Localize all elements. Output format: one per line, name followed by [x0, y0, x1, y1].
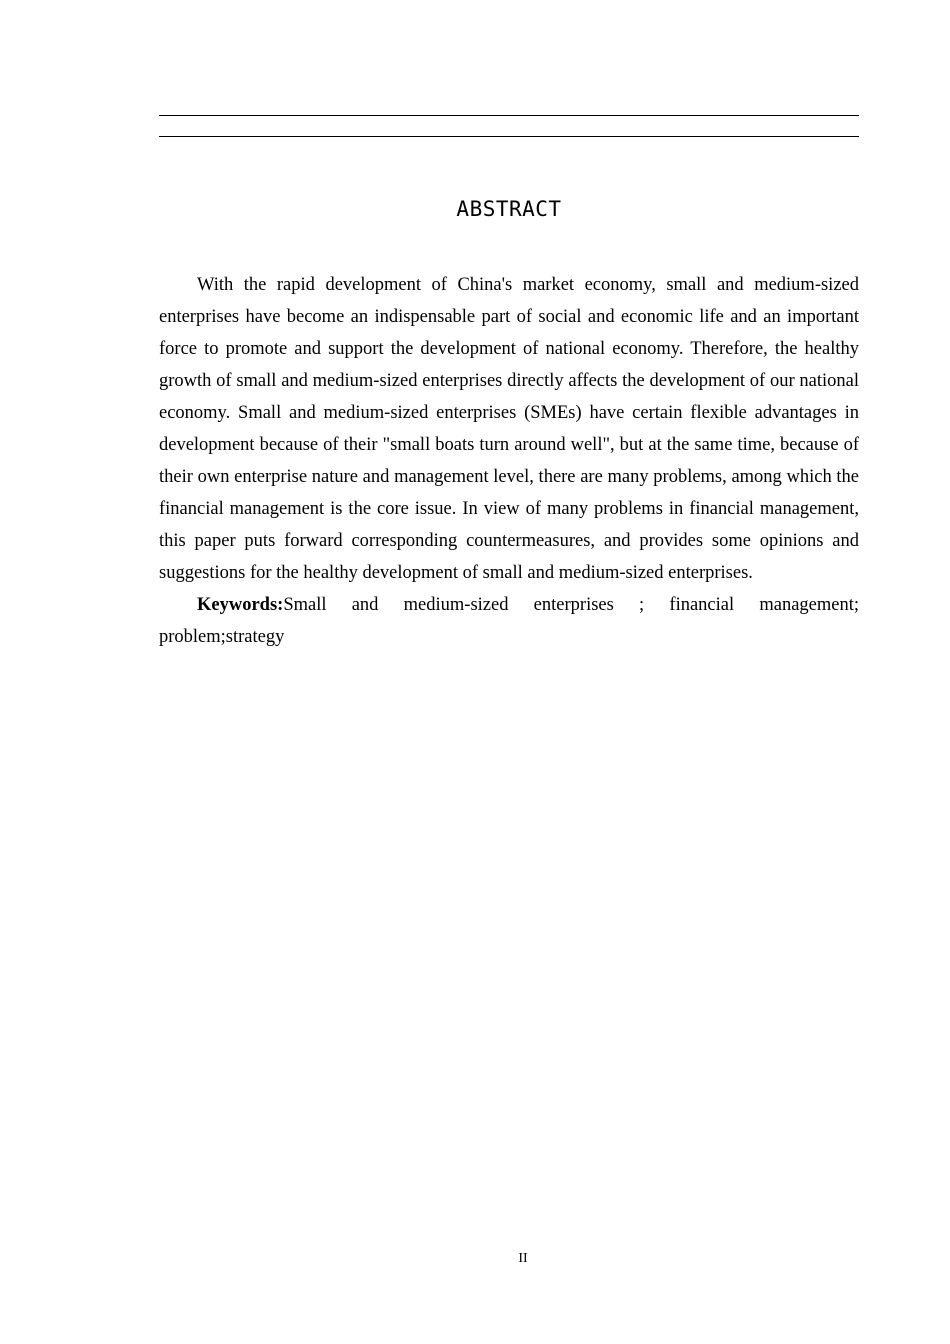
header-rule-bottom: [159, 136, 859, 137]
keywords-label: Keywords:: [197, 595, 284, 615]
abstract-body: [159, 269, 859, 653]
page-number: II: [518, 1251, 528, 1266]
keywords-paragraph: [159, 589, 859, 653]
abstract-paragraph: With the rapid development of China's market economy, small and medium-sized enterprises have become an indispensable part of social and economic life and an important force to promote and support the development of national economy. Therefore, the healthy growth of small and medium-sized enterprises directly affects the development of our national economy. Small and medium-sized enterprises (SMEs) have certain flexible advantages in development because of their "small boats turn around well", but at the same time, because of their own enterprise nature and management level, there are many problems, among which the financial management is the core issue. In view of many problems in financial management, this paper puts forward corresponding countermeasures, and provides some opinions and suggestions for the healthy development of small and medium-sized enterprises.: [159, 275, 859, 583]
keywords-text: Small and medium-sized enterprises ; financial management; problem;strategy: [159, 595, 859, 647]
header-rule-top: [159, 115, 859, 116]
abstract-title: ABSTRACT: [456, 197, 562, 221]
